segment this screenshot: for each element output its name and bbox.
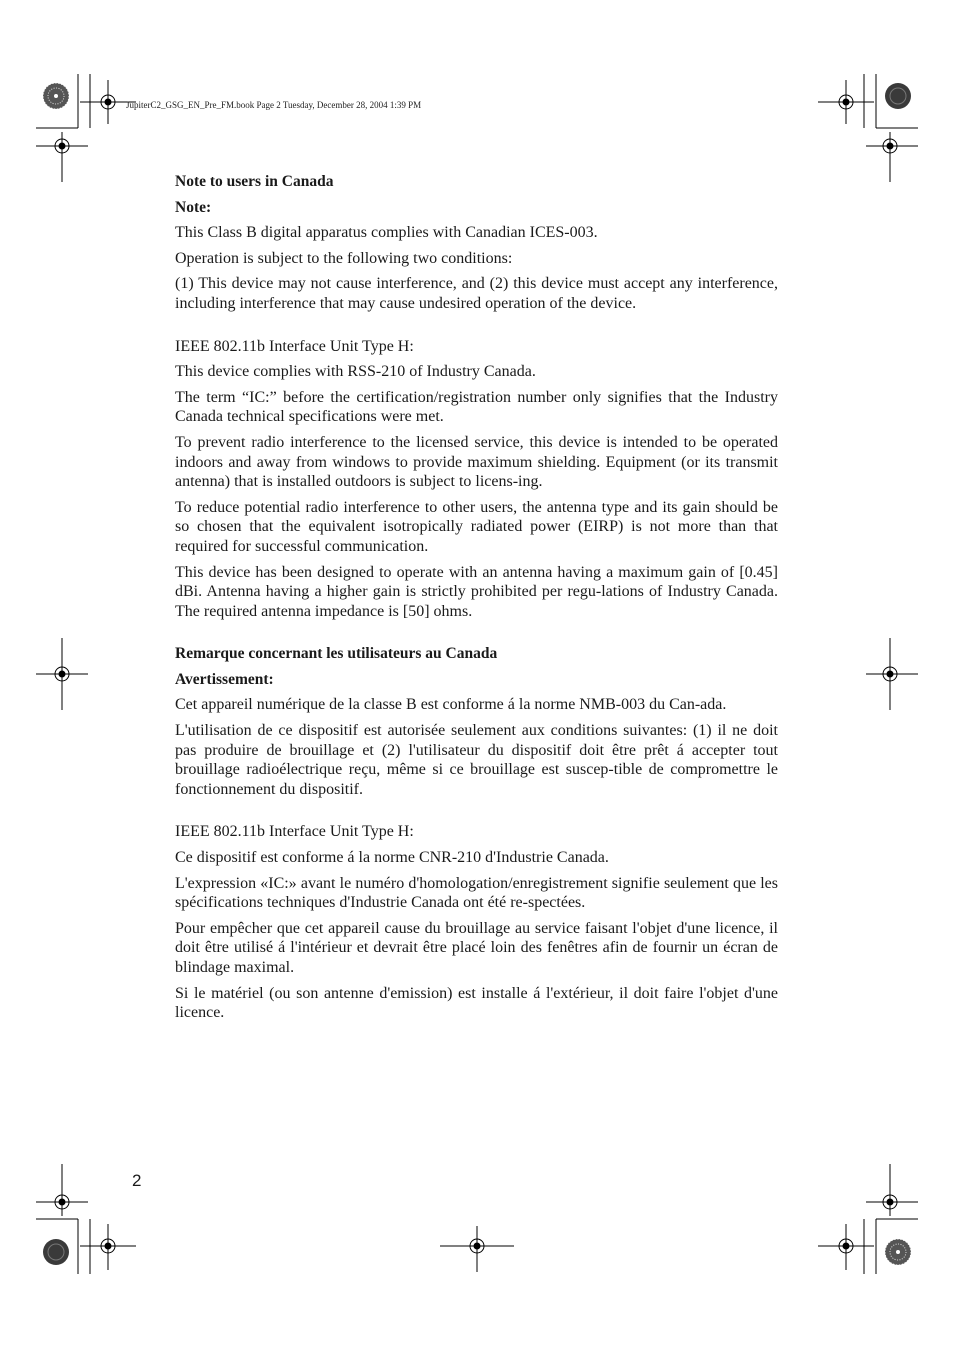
crosshair-icon: [36, 1164, 88, 1216]
page-number: 2: [132, 1171, 142, 1190]
body-paragraph: This Class B digital apparatus complies with Canadian ICES-003.: [175, 224, 598, 242]
body-paragraph: L'utilisation de ce dispositif est autorisée seulement aux conditions suivantes: (1) il ne doit pas produire de brouillage et (2) l'utilisateur du dispositif doit être prêt á accepter tout brouillage radioélectrique reçu, même si ce brouillage est suscep-tible de compromettre le fonctionnement du dispositif.: [175, 722, 778, 798]
crosshair-icon: [36, 132, 88, 182]
body-paragraph: IEEE 802.11b Interface Unit Type H:: [175, 823, 414, 841]
body-paragraph: Cet appareil numérique de la classe B est conforme á la norme NMB-003 du Can-ada.: [175, 696, 727, 714]
section-heading: Remarque concernant les utilisateurs au Canada: [175, 645, 498, 663]
body-paragraph: (1) This device may not cause interference, and (2) this device must accept any interference, including interference that may cause undesired operation of the device.: [175, 275, 778, 312]
print-slug: JupiterC2_GSG_EN_Pre_FM.book Page 2 Tuesday, December 28, 2004 1:39 PM: [126, 100, 422, 110]
section-heading: Note to users in Canada: [175, 173, 334, 190]
crosshair-icon: [818, 1224, 874, 1270]
body-paragraph: The term “IC:” before the certification/registration number only signifies that the Industry Canada technical specifications were met.: [175, 388, 778, 426]
body-paragraph: L'expression «IC:» avant le numéro d'homologation/enregistrement signifie seulement que les spécifications techniques d'Industrie Canada ont été re-spectées.: [175, 874, 778, 912]
body-paragraph: To reduce potential radio interference to other users, the antenna type and its gain should be so chosen that the equivalent isotropically radiated power (EIRP) is not more than that required for successful communication.: [175, 498, 778, 555]
section-heading: Avertissement:: [175, 670, 274, 688]
body-paragraph: Pour empêcher que cet appareil cause du brouillage au service faisant l'objet d'une licence, il doit être utilisé á l'intérieur et devrait être placé loin des fenêtres afin de fournir un écran de blindage maximal.: [175, 919, 778, 976]
crosshair-icon: [36, 638, 88, 710]
document-body: [175, 172, 778, 1029]
starburst-icon: [885, 83, 911, 109]
section-heading: Note:: [175, 198, 212, 216]
crosshair-icon: [440, 1226, 514, 1272]
crosshair-icon: [818, 80, 874, 124]
crosshair-icon: [80, 1224, 136, 1270]
crosshair-icon: [866, 132, 918, 182]
body-paragraph: Ce dispositif est conforme á la norme CNR-210 d'Industrie Canada.: [175, 849, 609, 867]
body-paragraph: This device complies with RSS-210 of Industry Canada.: [175, 363, 536, 381]
body-paragraph: IEEE 802.11b Interface Unit Type H:: [175, 337, 414, 355]
starburst-icon: [43, 83, 69, 109]
body-paragraph: Operation is subject to the following two conditions:: [175, 249, 513, 267]
starburst-icon: [885, 1239, 911, 1265]
body-paragraph: Si le matériel (ou son antenne d'emission) est installe á l'extérieur, il doit faire l'objet d'une licence.: [175, 984, 778, 1022]
starburst-icon: [43, 1239, 69, 1265]
body-paragraph: This device has been designed to operate with an antenna having a maximum gain of [0.45] dBi. Antenna having a higher gain is strictly prohibited per regu-lations of Industry Canada. The required antenna impedance is [50] ohms.: [175, 563, 778, 620]
crosshair-icon: [866, 1164, 918, 1216]
crosshair-icon: [866, 638, 918, 710]
body-paragraph: To prevent radio interference to the licensed service, this device is intended to be operated indoors and away from windows to provide maximum shielding. Equipment (or its transmit antenna) that is installed outdoors is subject to licens-ing.: [175, 433, 778, 491]
